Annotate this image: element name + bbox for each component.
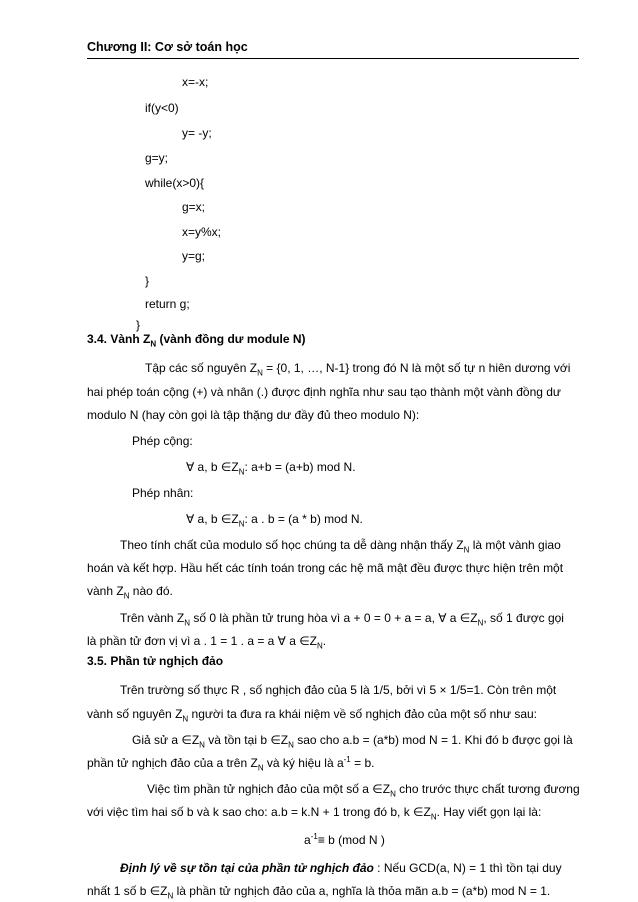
paragraph-line: là phần tử đơn vị vì a . 1 = 1 . a = a ∀ a $\in Z_N$. (87, 634, 327, 651)
code-line: return g; (145, 297, 190, 311)
multiplication-formula: ∀ a, b $\in Z_N$: a . b = (a * b) mod N. (186, 512, 363, 529)
paragraph-line: Theo tính chất của modulo số học chúng ta dễ dàng nhận thấy $Z_N$ là một vành giao (120, 538, 561, 555)
code-line: y=g; (182, 249, 206, 263)
theorem-line: Định lý về sự tồn tại của phần tử nghịch đảo : Nếu GCD(a, N) = 1 thì tồn tại duy (120, 861, 562, 875)
paragraph-line: vành số nguyên $Z_N$ người ta đưa ra khái niệm về số nghịch đảo của một số như sau: (87, 707, 538, 724)
chapter-header: Chương II: Cơ sở toán học (87, 40, 248, 54)
addition-formula: ∀ a, b $\in Z_N$: a+b = (a+b) mod N. (186, 460, 356, 477)
code-line: } (145, 274, 150, 288)
section-heading-3-5: 3.5. Phần tử nghịch đảo (87, 654, 224, 668)
paragraph-line: Trên vành $Z_N$ số 0 là phần tử trung hòa vì a + 0 = 0 + a = a, ∀ a $\in Z_N$, số 1 được gọi (120, 611, 564, 628)
multiplication-label: Phép nhân: (132, 486, 194, 500)
paragraph-line: Tập các số nguyên $Z_N = \{0$, 1, …, N-1} trong đó N là một số tự n hiên dương với (145, 361, 571, 378)
code-line: y= -y; (182, 126, 212, 140)
paragraph-line: với việc tìm hai số b và k sao cho: a.b = k.N + 1 trong đó b, k $\in Z_N$. Hay viết gọn lại là: (87, 805, 542, 822)
paragraph-line: phần tử nghịch đảo của a trên $Z_N$ và ký hiệu là $a^{-1} = b$. (87, 755, 375, 773)
code-line: g=y; (145, 151, 169, 165)
header-rule (87, 58, 579, 59)
paragraph-line: Trên trường số thực R , số nghịch đảo của 5 là 1/5, bởi vì 5 × 1/5=1. Còn trên một (120, 683, 557, 697)
addition-label: Phép cộng: (132, 434, 193, 448)
code-line: if(y<0) (145, 101, 179, 115)
code-line: x=y%x; (182, 225, 222, 239)
code-line: x=-x; (182, 75, 209, 89)
paragraph-line: Việc tìm phần tử nghịch đảo của một số a $\in Z_N$ cho trước thực chất tương đương (147, 782, 580, 799)
paragraph-line: hai phép toán cộng (+) và nhân (.) được định nghĩa như sau tạo thành một vành đồng dư (87, 385, 561, 399)
paragraph-line: hoán và kết hợp. Hầu hết các tính toán trong các hệ mã mật đều được thực hiện trên một (87, 561, 564, 575)
section-heading-3-4: 3.4. Vành $Z_N$ (vành đồng dư module N) (87, 332, 306, 349)
paragraph-line: modulo N (hay còn gọi là tập thặng dư đầy đủ theo modulo N): (87, 408, 420, 422)
code-line: } (136, 318, 141, 332)
paragraph-line: Giả sử a $\in Z_N$ và tồn tại b $\in Z_N$ sao cho a.b = (a*b) mod N = 1. Khi đó b được gọi là (132, 733, 573, 750)
code-line: g=x; (182, 200, 206, 214)
inverse-formula: $a^{-1}\equiv b$ (mod N ) (304, 832, 385, 847)
theorem-line: nhất 1 số b $\in Z_N$ là phần tử nghịch đảo của a, nghĩa là thỏa mãn a.b = (a*b) mod N = 1. (87, 884, 551, 901)
paragraph-line: vành $Z_N$ nào đó. (87, 584, 173, 601)
code-line: while(x>0){ (145, 176, 205, 190)
